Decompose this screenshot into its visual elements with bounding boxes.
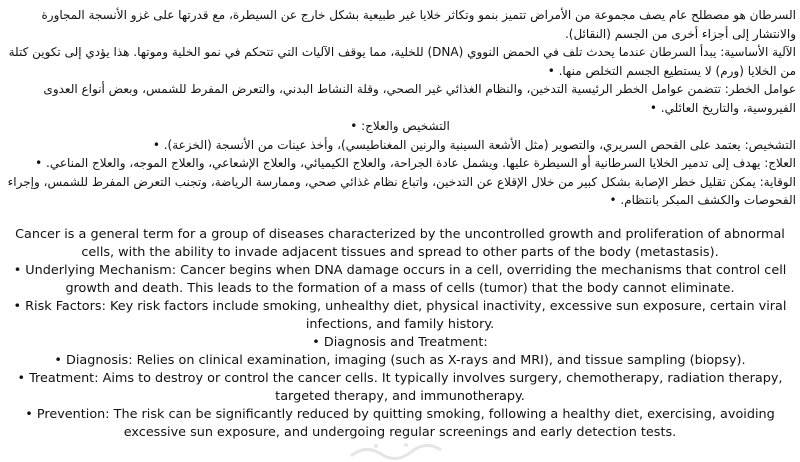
english-risk-factors: • Risk Factors: Key risk factors include smoking, unhealthy diet, physical inactivity, excessive sun exposure, certain viral infections, and family history. — [13, 299, 787, 332]
english-diagnosis: • Diagnosis: Relies on clinical examination, imaging (such as X-rays and MRI), and tissue sampling (biopsy). — [54, 353, 746, 368]
english-intro: Cancer is a general term for a group of diseases characterized by the uncontrolled growth and proliferation of abnormal cells, with the ability to invade adjacent tissues and spread to other parts of the body (metastasis). — [15, 227, 785, 260]
arabic-intro: السرطان هو مصطلح عام يصف مجموعة من الأمراض تتميز بنمو وتكاثر خلايا غير طبيعية بشكل خارج عن السيطرة، مع قدرتها على غزو الأنسجة المجاورة والانتشار إلى أجزاء أخرى من الجسم (النقائل). — [41, 8, 796, 41]
english-prevention: • Prevention: The risk can be significantly reduced by quitting smoking, following a healthy diet, exercising, avoiding excessive sun exposure, and undergoing regular screenings and early detection tests. — [25, 407, 775, 440]
arabic-section — [0, 6, 800, 210]
arabic-risk-factors: عوامل الخطر: تتضمن عوامل الخطر الرئيسية التدخين، والنظام الغذائي غير الصحي، وقلة النشاط البدني، والتعرض المفرط للشمس، وبعض أنواع العدوى الفيروسية، والتاريخ العائلي. • — [43, 82, 796, 115]
english-mechanism: • Underlying Mechanism: Cancer begins when DNA damage occurs in a cell, overriding the mechanisms that control cell growth and death. This leads to the formation of a mass of cells (tumor) that the body cannot eliminate. — [13, 263, 787, 296]
english-section — [0, 226, 800, 442]
arabic-prevention: الوقاية: يمكن تقليل خطر الإصابة بشكل كبير من خلال الإقلاع عن التدخين، واتباع نظام غذائي صحي، وممارسة الرياضة، وتجنب التعرض المفرط للشمس، وإجراء الفحوصات والكشف المبكر بانتظام. • — [7, 174, 796, 207]
english-treatment: • Treatment: Aims to destroy or control the cancer cells. It typically involves surgery, chemotherapy, radiation therapy, targeted therapy, and immunotherapy. — [17, 371, 783, 404]
arabic-mechanism: الآلية الأساسية: يبدأ السرطان عندما يحدث تلف في الحمض النووي (DNA) للخلية، مما يوقف الآليات التي تتحكم في نمو الخلية وموتها. هذا يؤدي إلى تكوين كتلة من الخلايا (ورم) لا يستطيع الجسم التخلص منها. • — [8, 45, 796, 78]
arabic-diagnosis-treatment-heading: التشخيص والعلاج: • — [350, 119, 450, 133]
arabic-treatment: العلاج: يهدف إلى تدمير الخلايا السرطانية أو السيطرة عليها. ويشمل عادة الجراحة، والعلاج الكيميائي، والعلاج الإشعاعي، والعلاج الموجه، والعلاج المناعي. • — [35, 156, 796, 170]
arabic-diagnosis: التشخيص: يعتمد على الفحص السريري، والتصوير (مثل الأشعة السينية والرنين المغناطيسي)، وأخذ عينات من الأنسجة (الخزعة). • — [152, 137, 796, 152]
watermark-logo — [346, 440, 446, 462]
english-diagnosis-treatment-heading: • Diagnosis and Treatment: — [312, 335, 488, 350]
